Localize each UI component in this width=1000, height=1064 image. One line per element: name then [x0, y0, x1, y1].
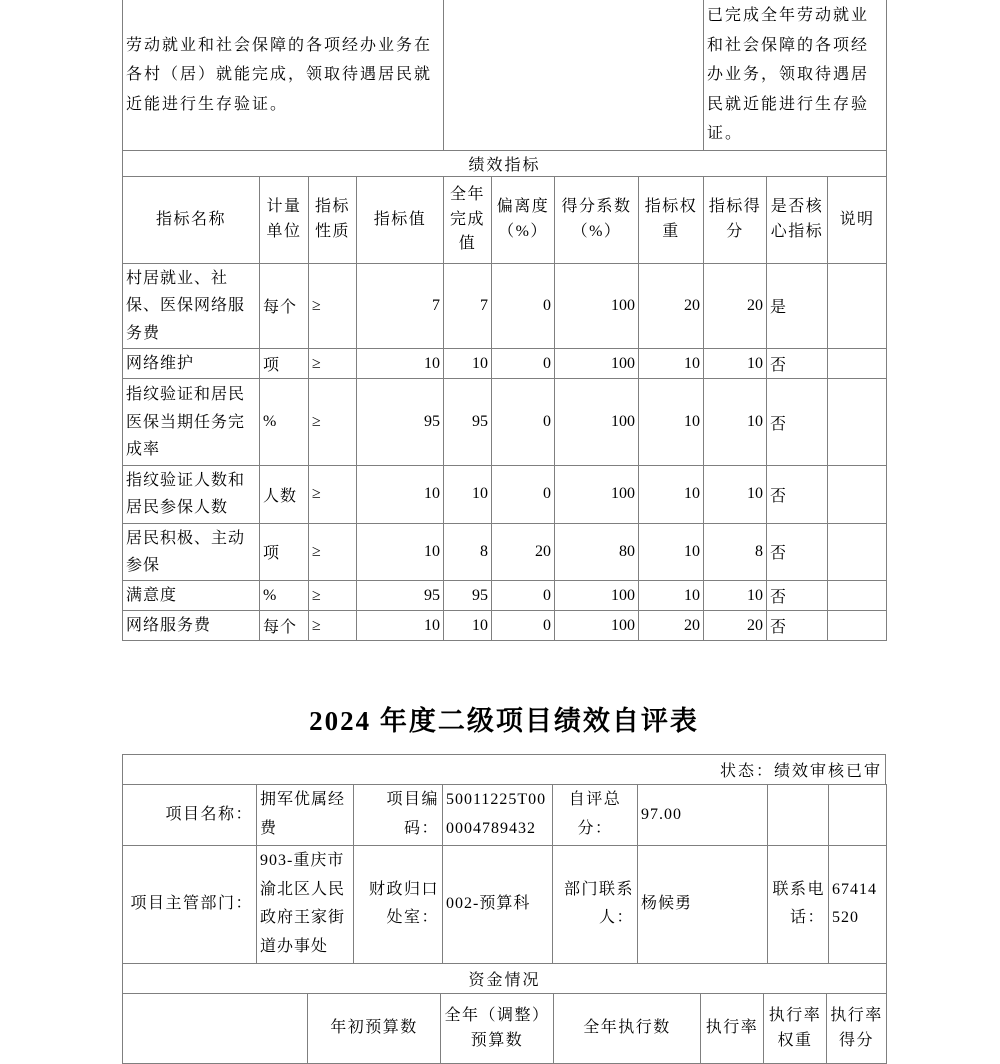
finance-office-label: 财政归口处室： [354, 845, 443, 963]
indicator-completed-cell: 7 [444, 263, 492, 348]
indicator-unit-cell: 每个 [260, 263, 309, 348]
indicator-nature-cell: ≥ [309, 348, 357, 378]
col-header-target: 指标值 [357, 176, 444, 263]
indicator-coefficient-cell: 100 [555, 611, 639, 641]
indicator-completed-cell: 95 [444, 379, 492, 466]
indicator-core-cell: 否 [767, 580, 828, 610]
funding-col-adjusted-budget: 全年（调整）预算数 [441, 994, 554, 1064]
funding-col-blank [123, 994, 308, 1064]
indicator-deviation-cell: 0 [492, 348, 555, 378]
project-dept-row [123, 845, 887, 963]
indicator-unit-cell: % [260, 580, 309, 610]
funding-col-initial-budget: 年初预算数 [308, 994, 441, 1064]
indicator-row [123, 580, 887, 610]
indicator-score-cell: 20 [704, 263, 767, 348]
col-header-score: 指标得分 [704, 176, 767, 263]
indicator-note-cell [828, 580, 887, 610]
indicator-unit-cell: 项 [260, 348, 309, 378]
indicator-note-cell [828, 523, 887, 580]
finance-office-value: 002-预算科 [443, 845, 553, 963]
indicator-coefficient-cell: 100 [555, 263, 639, 348]
indicator-core-cell: 否 [767, 348, 828, 378]
indicator-weight-cell: 10 [639, 466, 704, 523]
funding-section-title: 资金情况 [123, 964, 887, 994]
indicator-row [123, 379, 887, 466]
indicator-row [123, 263, 887, 348]
indicator-completed-cell: 10 [444, 348, 492, 378]
indicator-coefficient-cell: 100 [555, 348, 639, 378]
funding-col-execution-rate: 执行率 [701, 994, 764, 1064]
indicator-core-cell: 否 [767, 611, 828, 641]
indicator-weight-cell: 20 [639, 611, 704, 641]
indicator-row [123, 611, 887, 641]
indicator-unit-cell: 项 [260, 523, 309, 580]
indicator-section-row [123, 150, 887, 176]
indicator-target-cell: 95 [357, 580, 444, 610]
indicator-deviation-cell: 0 [492, 611, 555, 641]
indicator-name-cell: 满意度 [123, 580, 260, 610]
indicator-nature-cell: ≥ [309, 379, 357, 466]
indicator-score-cell: 10 [704, 466, 767, 523]
contact-label: 部门联系人： [553, 845, 638, 963]
indicator-weight-cell: 20 [639, 263, 704, 348]
page-title: 2024 年度二级项目绩效自评表 [309, 706, 699, 737]
indicator-score-cell: 8 [704, 523, 767, 580]
project-name-row [123, 785, 887, 846]
col-header-indicator-name: 指标名称 [123, 176, 260, 263]
indicator-core-cell: 否 [767, 466, 828, 523]
project-code-label: 项目编码： [354, 785, 443, 846]
indicator-target-cell: 10 [357, 611, 444, 641]
dept-label: 项目主管部门： [123, 845, 257, 963]
indicator-note-cell [828, 263, 887, 348]
phone-value: 67414520 [829, 845, 887, 963]
indicator-completed-cell: 8 [444, 523, 492, 580]
funding-col-rate-weight: 执行率权重 [764, 994, 827, 1064]
dept-value: 903-重庆市渝北区人民政府王家街道办事处 [257, 845, 354, 963]
indicator-deviation-cell: 20 [492, 523, 555, 580]
col-header-core: 是否核心指标 [767, 176, 828, 263]
indicator-name-cell: 网络服务费 [123, 611, 260, 641]
indicator-core-cell: 否 [767, 523, 828, 580]
indicator-nature-cell: ≥ [309, 523, 357, 580]
indicator-name-cell: 指纹验证人数和居民参保人数 [123, 466, 260, 523]
indicator-unit-cell: % [260, 379, 309, 466]
indicator-core-cell: 否 [767, 379, 828, 466]
indicator-unit-cell: 每个 [260, 611, 309, 641]
funding-col-rate-score: 执行率得分 [827, 994, 887, 1064]
col-header-deviation: 偏离度（%） [492, 176, 555, 263]
indicator-unit-cell: 人数 [260, 466, 309, 523]
indicator-note-cell [828, 348, 887, 378]
document-page [122, 0, 886, 1064]
status-row [123, 755, 886, 785]
project-name-label: 项目名称： [123, 785, 257, 846]
self-score-label: 自评总分： [553, 785, 638, 846]
project-name-value: 拥军优属经费 [257, 785, 354, 846]
project-info-table [122, 784, 887, 964]
indicator-weight-cell: 10 [639, 379, 704, 466]
indicator-completed-cell: 10 [444, 466, 492, 523]
project-code-value: 50011225T000004789432 [443, 785, 553, 846]
indicator-coefficient-cell: 100 [555, 379, 639, 466]
contact-value: 杨候勇 [638, 845, 768, 963]
summary-left-cell: 劳动就业和社会保障的各项经办业务在各村（居）就能完成，领取待遇居民就近能进行生存验证。 [123, 0, 444, 150]
summary-right-cell: 已完成全年劳动就业和社会保障的各项经办业务，领取待遇居民就近能进行生存验证。 [704, 0, 887, 150]
indicator-weight-cell: 10 [639, 580, 704, 610]
phone-label: 联系电话： [768, 845, 829, 963]
self-score-value: 97.00 [638, 785, 768, 846]
indicator-weight-cell: 10 [639, 523, 704, 580]
indicator-target-cell: 10 [357, 348, 444, 378]
indicator-deviation-cell: 0 [492, 466, 555, 523]
col-header-coefficient: 得分系数（%） [555, 176, 639, 263]
status-table [122, 754, 886, 785]
indicator-section-title: 绩效指标 [123, 150, 887, 176]
col-header-nature: 指标性质 [309, 176, 357, 263]
indicator-nature-cell: ≥ [309, 466, 357, 523]
indicator-coefficient-cell: 80 [555, 523, 639, 580]
indicator-score-cell: 10 [704, 348, 767, 378]
performance-indicator-table [122, 0, 887, 641]
indicator-row [123, 523, 887, 580]
indicator-completed-cell: 10 [444, 611, 492, 641]
indicator-target-cell: 95 [357, 379, 444, 466]
empty-cell [768, 785, 829, 846]
col-header-unit: 计量单位 [260, 176, 309, 263]
indicator-target-cell: 10 [357, 523, 444, 580]
indicator-coefficient-cell: 100 [555, 466, 639, 523]
indicator-note-cell [828, 466, 887, 523]
empty-cell [829, 785, 887, 846]
indicator-nature-cell: ≥ [309, 611, 357, 641]
indicator-name-cell: 指纹验证和居民医保当期任务完成率 [123, 379, 260, 466]
indicator-note-cell [828, 379, 887, 466]
col-header-note: 说明 [828, 176, 887, 263]
funding-header-row [123, 994, 887, 1064]
indicator-score-cell: 10 [704, 580, 767, 610]
indicator-row [123, 348, 887, 378]
indicator-weight-cell: 10 [639, 348, 704, 378]
indicator-completed-cell: 95 [444, 580, 492, 610]
indicator-nature-cell: ≥ [309, 263, 357, 348]
indicator-header-row [123, 176, 887, 263]
indicator-note-cell [828, 611, 887, 641]
summary-middle-cell [444, 0, 704, 150]
col-header-completed: 全年完成值 [444, 176, 492, 263]
indicator-name-cell: 村居就业、社保、医保网络服务费 [123, 263, 260, 348]
funding-section-row [123, 964, 887, 994]
indicator-row [123, 466, 887, 523]
indicator-deviation-cell: 0 [492, 580, 555, 610]
indicator-name-cell: 居民积极、主动参保 [123, 523, 260, 580]
indicator-score-cell: 10 [704, 379, 767, 466]
funding-col-executed: 全年执行数 [554, 994, 701, 1064]
indicator-deviation-cell: 0 [492, 263, 555, 348]
indicator-name-cell: 网络维护 [123, 348, 260, 378]
indicator-coefficient-cell: 100 [555, 580, 639, 610]
col-header-weight: 指标权重 [639, 176, 704, 263]
indicator-target-cell: 7 [357, 263, 444, 348]
status-text: 状态：绩效审核已审 [123, 755, 886, 785]
indicator-score-cell: 20 [704, 611, 767, 641]
funding-table [122, 963, 887, 1064]
indicator-core-cell: 是 [767, 263, 828, 348]
indicator-target-cell: 10 [357, 466, 444, 523]
indicator-deviation-cell: 0 [492, 379, 555, 466]
summary-row [123, 0, 887, 150]
indicator-nature-cell: ≥ [309, 580, 357, 610]
